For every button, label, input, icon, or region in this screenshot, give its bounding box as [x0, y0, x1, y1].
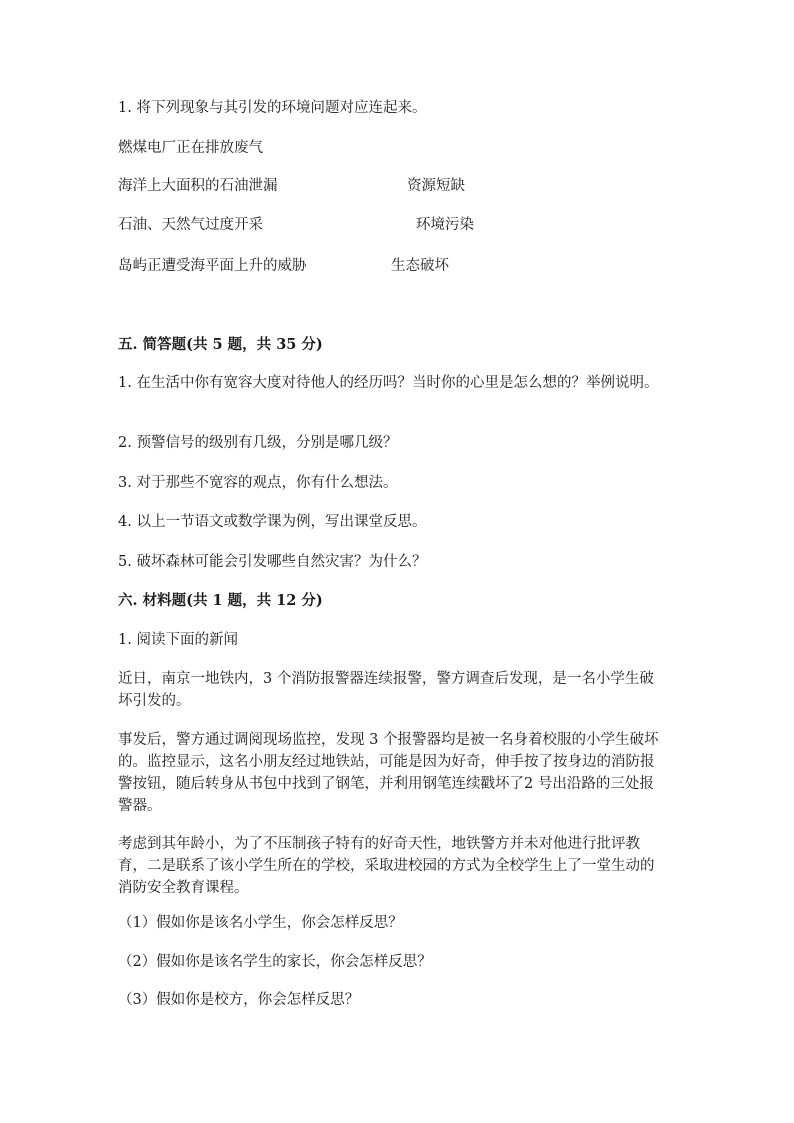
- matching-question: 1. 将下列现象与其引发的环境问题对应连起来。: [118, 100, 427, 116]
- section5-question-5: 5. 破坏森林可能会引发哪些自然灾害？为什么？: [118, 554, 427, 570]
- sub-question-3: （3）假如你是校方，你会怎样反思？: [118, 992, 360, 1008]
- matching-left-item: 燃煤电厂正在排放废气: [118, 140, 263, 156]
- section5-question-2: 2. 预警信号的级别有几级，分别是哪几级？: [118, 435, 398, 451]
- matching-right-item: 环境污染: [416, 217, 474, 233]
- sub-question-2: （2）假如你是该名学生的家长，你会怎样反思？: [118, 954, 432, 970]
- news-paragraph-3: 考虑到其年龄小，为了不压制孩子特有的好奇天性，地铁警方并未对他进行批评教育，二是联系了该小学生所在的学校，采取进校园的方式为全校学生上了一堂生动的消防安全教育课程。: [118, 836, 655, 896]
- sub-question-1: （1）假如你是该名小学生，你会怎样反思？: [118, 915, 403, 931]
- matching-right-item: 资源短缺: [407, 178, 465, 194]
- section6-question-1: 1. 阅读下面的新闻: [118, 632, 238, 648]
- matching-left-item: 海洋上大面积的石油泄漏: [118, 178, 278, 194]
- news-paragraph-1: 近日，南京一地铁内，3 个消防报警器连续报警，警方调查后发现，是一名小学生破坏引发的。: [118, 671, 654, 709]
- section5-question-4: 4. 以上一节语文或数学课为例，写出课堂反思。: [118, 514, 427, 530]
- section5-question-3: 3. 对于那些不宽容的观点，你有什么想法。: [118, 475, 398, 491]
- section5-title: 五. 简答题(共 5 题，共 35 分): [118, 336, 323, 353]
- news-paragraph-2: 事发后，警方通过调阅现场监控，发现 3 个报警器均是被一名身着校服的小学生破坏的。监控显示，这名小朋友经过地铁站，可能是因为好奇，伸手按了按身边的消防报警按钮，随后转身从书包中找到了钢笔，并利用钢笔连续戳坏了2 号出沿路的三处报警器。: [118, 732, 659, 814]
- section6-title: 六. 材料题(共 1 题，共 12 分): [118, 592, 323, 609]
- section5-question-1: 1. 在生活中你有宽容大度对待他人的经历吗？当时你的心里是怎么想的？举例说明。: [118, 375, 659, 391]
- matching-left-item: 岛屿正遭受海平面上升的威胁: [118, 258, 307, 274]
- matching-left-item: 石油、天然气过度开采: [118, 217, 263, 233]
- matching-right-item: 生态破坏: [391, 258, 449, 274]
